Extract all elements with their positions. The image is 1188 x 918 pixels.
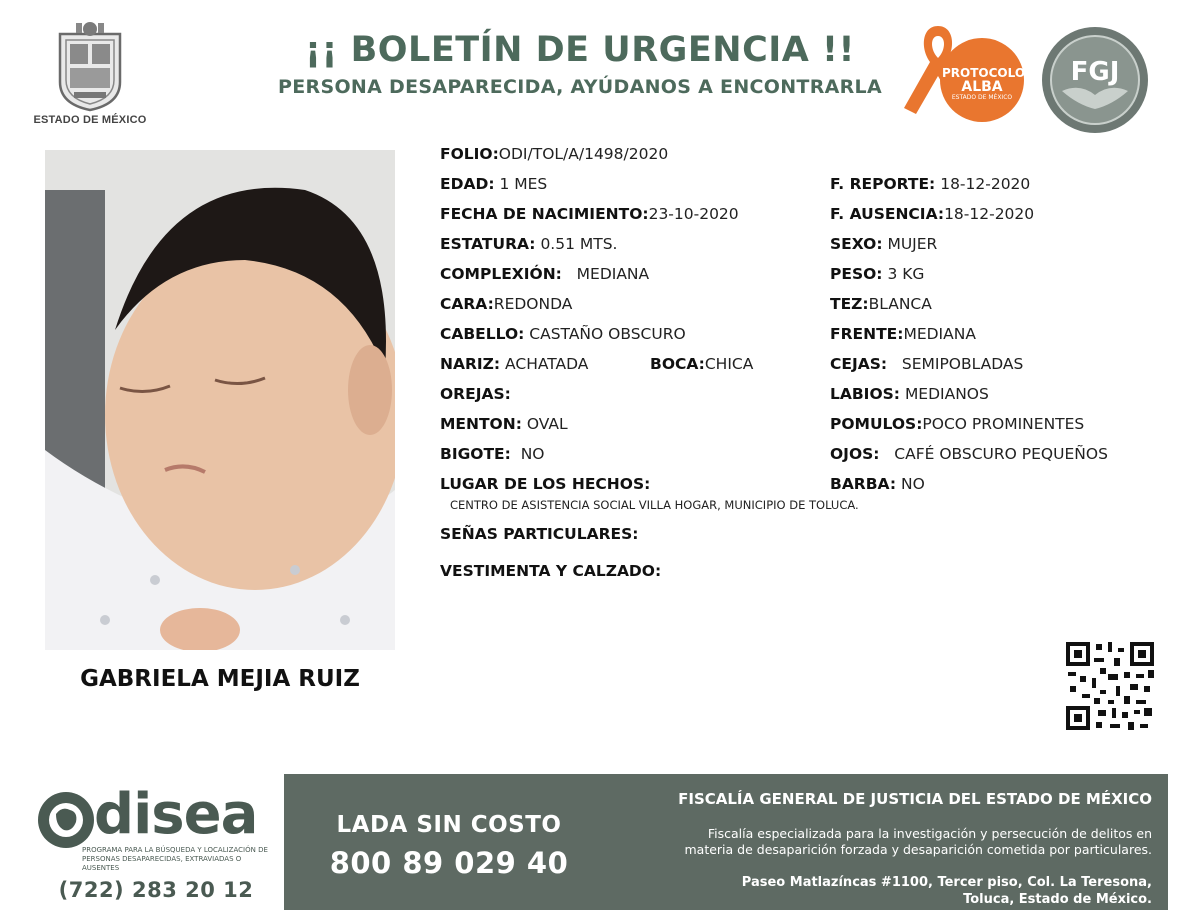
lada-phone-number[interactable]: 800 89 029 40 — [329, 846, 569, 880]
odisea-logo — [36, 782, 271, 878]
field-label: CABELLO: — [440, 325, 525, 343]
field-estatura — [440, 235, 617, 253]
field-cara — [440, 295, 572, 313]
field-value: 1 MES — [499, 175, 548, 193]
odisea-tagline: PROGRAMA PARA LA BÚSQUEDA Y LOCALIZACIÓN DE PERSONAS DESAPARECIDAS, EXTRAVIADAS O AUSENTES — [82, 846, 268, 872]
qr-code-icon[interactable] — [1064, 640, 1156, 732]
field-value: SEMIPOBLADAS — [901, 355, 1024, 373]
field-tez — [830, 295, 932, 313]
fiscalia-address — [600, 874, 1152, 908]
field-complexion — [440, 265, 649, 283]
fiscalia-description-line: Fiscalía especializada para la investigación y persecución de delitos en — [707, 826, 1152, 841]
field-peso — [830, 265, 924, 283]
field-fecha-nacimiento — [440, 205, 739, 223]
field-label: CEJAS: — [830, 355, 888, 373]
field-label: SEÑAS PARTICULARES: — [440, 525, 639, 543]
field-label: OJOS: — [830, 445, 880, 463]
field-value: 3 KG — [887, 265, 925, 283]
field-bigote — [440, 445, 545, 463]
protocolo-alba-logo — [900, 22, 1030, 132]
field-value: MEDIANOS — [904, 385, 989, 403]
alba-line-2: ALBA — [961, 79, 1003, 95]
field-value: NO — [900, 475, 925, 493]
field-label: FECHA DE NACIMIENTO: — [440, 205, 649, 223]
field-label: VESTIMENTA Y CALZADO: — [440, 562, 662, 580]
field-value: ACHATADA — [505, 355, 589, 373]
field-label: BARBA: — [830, 475, 897, 493]
field-lugar-hechos — [440, 475, 650, 493]
field-value: CHICA — [704, 355, 754, 373]
field-vestimenta — [440, 562, 661, 580]
address-line: Toluca, Estado de México. — [963, 892, 1152, 907]
field-orejas — [440, 385, 511, 403]
alba-line-1: PROTOCOLO — [942, 66, 1026, 80]
field-label: TEZ: — [830, 295, 869, 313]
odisea-phone: (722) 283 20 12 — [58, 878, 254, 902]
field-pomulos — [830, 415, 1084, 433]
field-value: OVAL — [526, 415, 568, 433]
field-value: MEDIANA — [903, 325, 976, 343]
field-label: EDAD: — [440, 175, 495, 193]
alba-line-3: ESTADO DE MÉXICO — [951, 94, 1013, 101]
field-value: MEDIANA — [576, 265, 650, 283]
field-value: REDONDA — [493, 295, 573, 313]
field-label: POMULOS: — [830, 415, 923, 433]
field-nariz — [440, 355, 588, 373]
fiscalia-description-line: materia de desaparición forzada y desaparición cometida por particulares. — [684, 842, 1152, 857]
field-f-reporte — [830, 175, 1030, 193]
field-boca — [650, 355, 753, 373]
field-value: 23-10-2020 — [648, 205, 739, 223]
field-value: ODI/TOL/A/1498/2020 — [498, 145, 669, 163]
field-label: SEXO: — [830, 235, 883, 253]
field-value: BLANCA — [868, 295, 932, 313]
person-name: GABRIELA MEJIA RUIZ — [80, 666, 360, 692]
state-map-pin-icon — [36, 788, 100, 852]
fiscalia-name: FISCALÍA GENERAL DE JUSTICIA DEL ESTADO DE MÉXICO — [678, 790, 1152, 808]
bulletin-subtitle: PERSONA DESAPARECIDA, AYÚDANOS A ENCONTRARLA — [278, 76, 882, 98]
lada-sin-costo-label: LADA SIN COSTO — [336, 812, 562, 838]
field-label: BIGOTE: — [440, 445, 511, 463]
field-value: 18-12-2020 — [940, 175, 1031, 193]
field-edad — [440, 175, 547, 193]
address-line: Paseo Matlazíncas #1100, Tercer piso, Col. La Teresona, — [741, 875, 1152, 890]
field-labios — [830, 385, 989, 403]
field-frente — [830, 325, 976, 343]
bulletin-title: ¡¡ BOLETÍN DE URGENCIA !! — [305, 30, 855, 70]
field-label: BOCA: — [650, 355, 705, 373]
field-value: NO — [520, 445, 545, 463]
field-label: PESO: — [830, 265, 883, 283]
field-barba — [830, 475, 925, 493]
field-label: MENTON: — [440, 415, 522, 433]
fiscalia-description — [600, 826, 1152, 858]
field-cejas — [830, 355, 1023, 373]
field-sexo — [830, 235, 937, 253]
field-label: FRENTE: — [830, 325, 904, 343]
field-ojos — [830, 445, 1108, 463]
field-label: OREJAS: — [440, 385, 511, 403]
odisea-wordmark: disea — [94, 782, 258, 847]
field-value: 18-12-2020 — [944, 205, 1035, 223]
estado-de-mexico-seal-icon — [50, 20, 130, 112]
fgj-logo-text: FGJ — [1070, 57, 1120, 87]
field-value: 0.51 MTS. — [540, 235, 618, 253]
field-label: CARA: — [440, 295, 494, 313]
field-label: F. AUSENCIA: — [830, 205, 945, 223]
fgj-logo — [1040, 25, 1150, 135]
field-senas-particulares — [440, 525, 639, 543]
field-label: F. REPORTE: — [830, 175, 936, 193]
field-label: COMPLEXIÓN: — [440, 265, 562, 283]
field-value: POCO PROMINENTES — [922, 415, 1085, 433]
field-value: CAFÉ OBSCURO PEQUEÑOS — [894, 445, 1108, 463]
field-label: FOLIO: — [440, 145, 499, 163]
field-label: LABIOS: — [830, 385, 900, 403]
missing-person-photo — [45, 150, 395, 650]
estado-de-mexico-label: ESTADO DE MÉXICO — [33, 114, 147, 126]
field-lugar-hechos-value: CENTRO DE ASISTENCIA SOCIAL VILLA HOGAR, MUNICIPIO DE TOLUCA. — [450, 498, 859, 512]
field-folio — [440, 145, 668, 163]
field-label: ESTATURA: — [440, 235, 536, 253]
field-f-ausencia — [830, 205, 1034, 223]
field-cabello — [440, 325, 686, 343]
field-value: MUJER — [887, 235, 938, 253]
field-label: LUGAR DE LOS HECHOS: — [440, 475, 651, 493]
field-label: NARIZ: — [440, 355, 501, 373]
field-menton — [440, 415, 568, 433]
field-value: CASTAÑO OBSCURO — [529, 325, 686, 343]
